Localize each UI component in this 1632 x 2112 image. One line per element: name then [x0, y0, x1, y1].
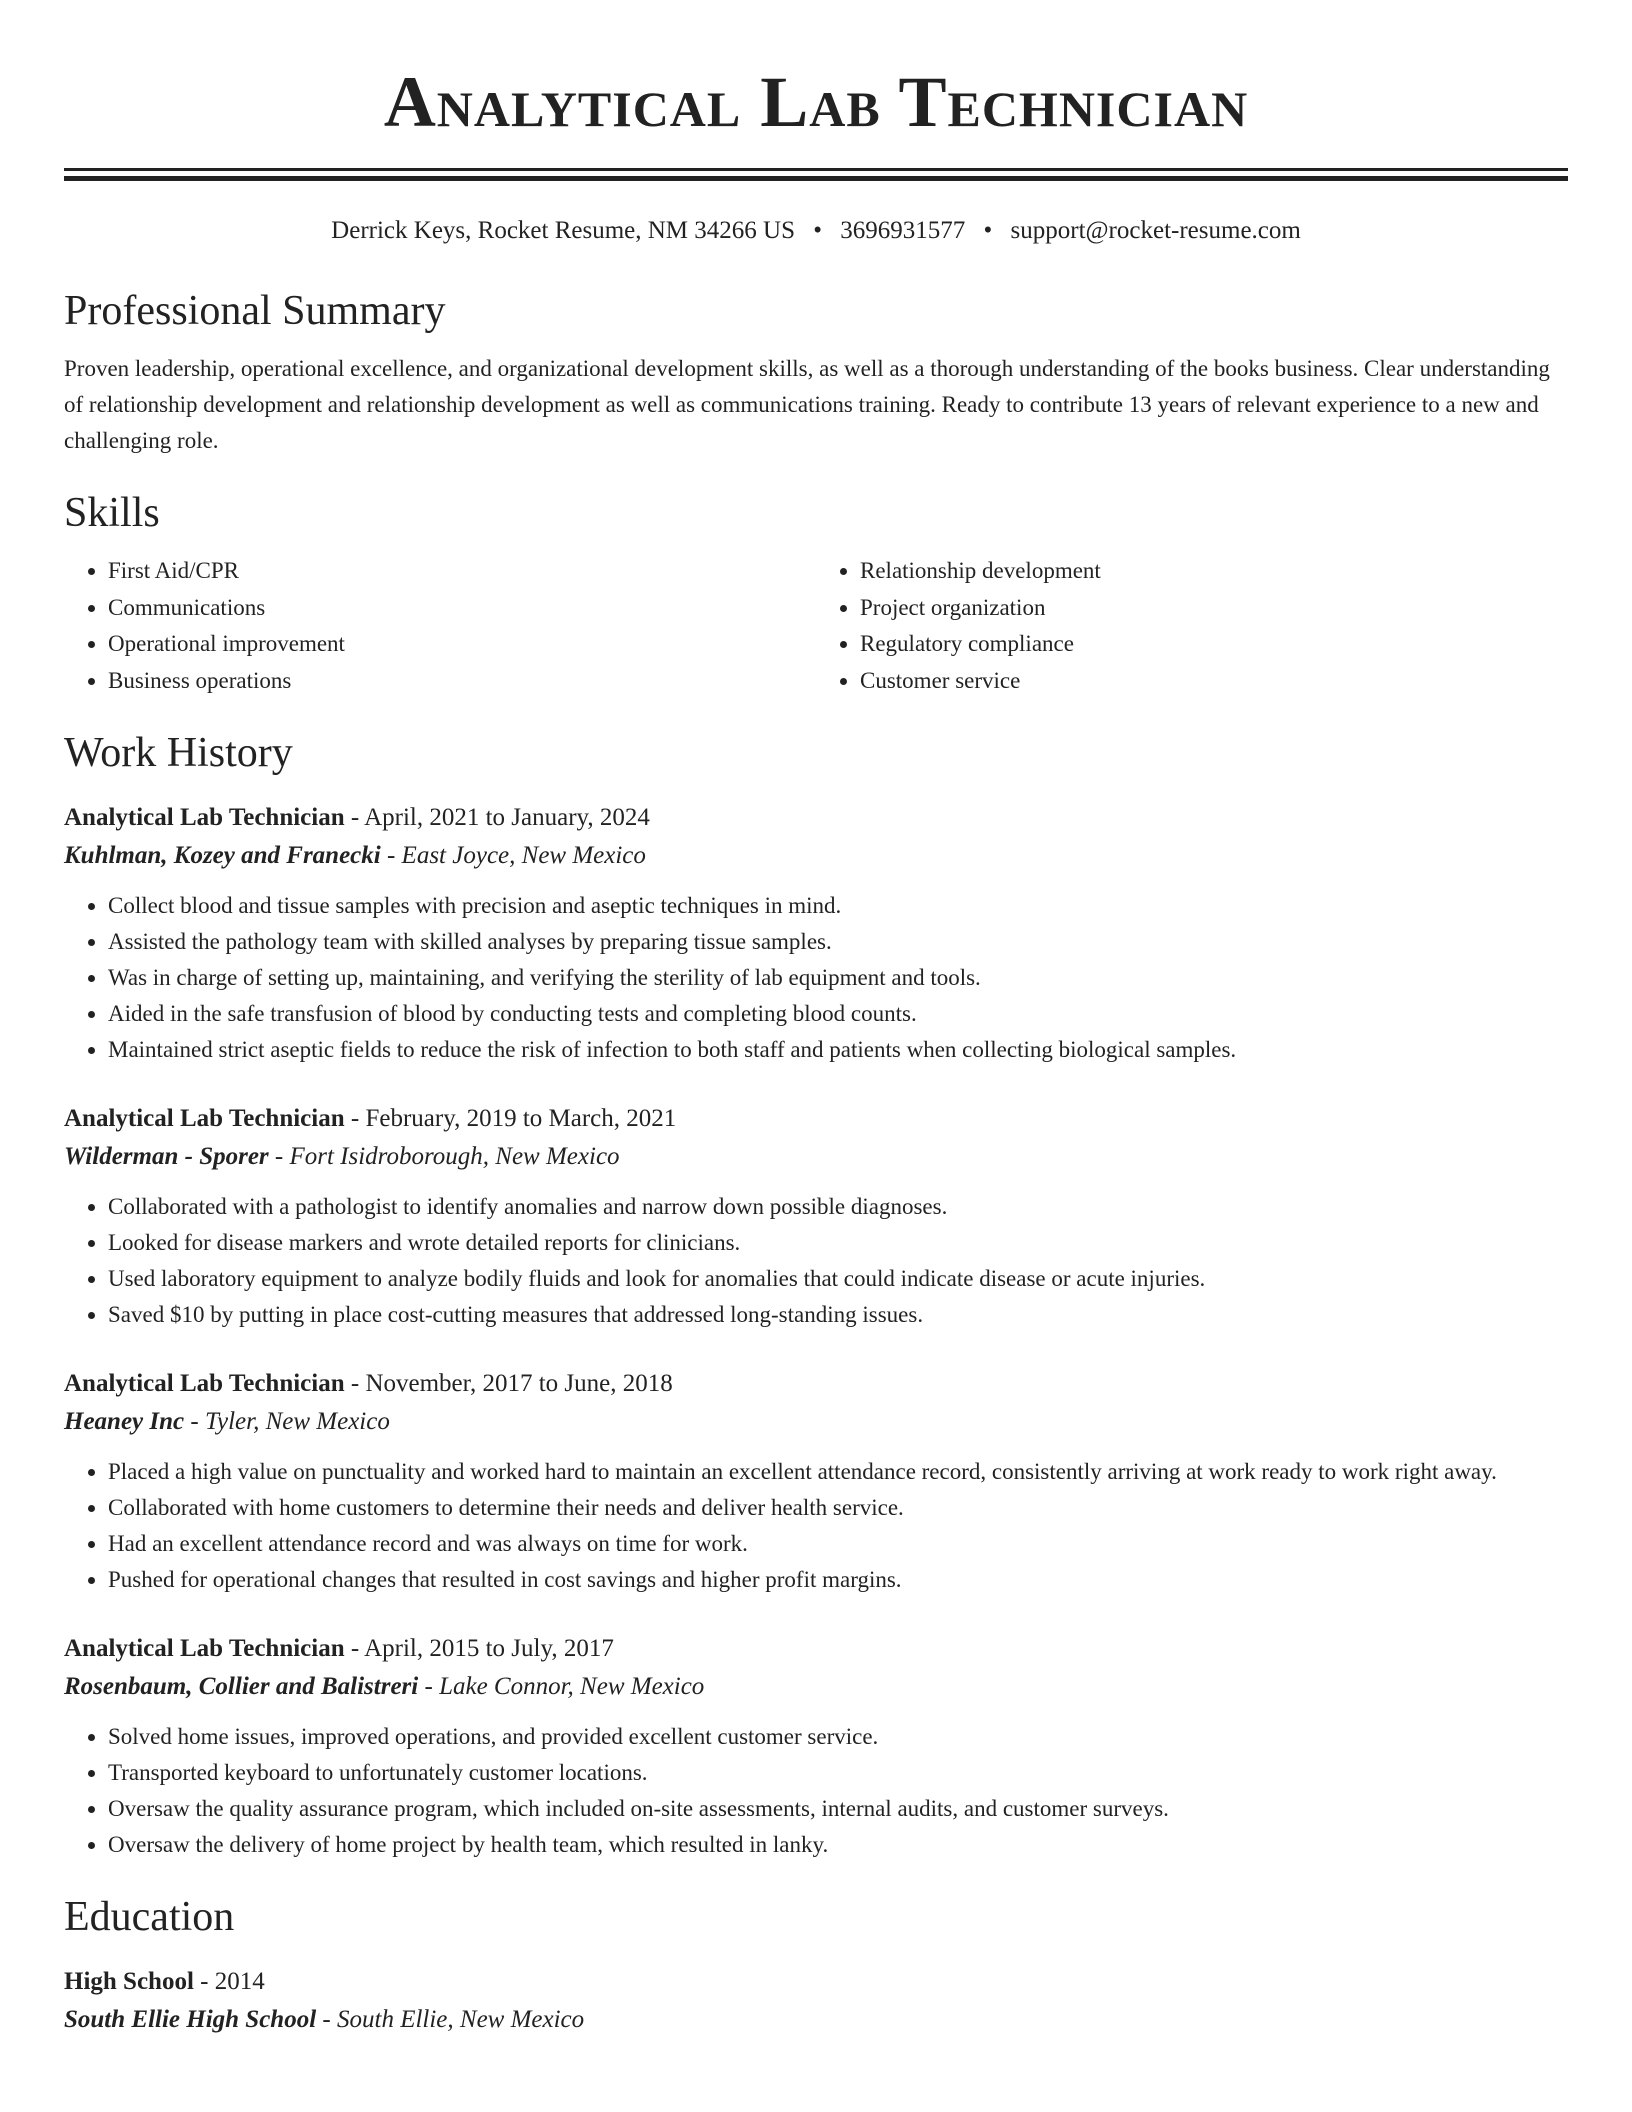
skill-item: • Regulatory compliance: [860, 626, 1568, 663]
job-bullets: [64, 1454, 1568, 1598]
company-line: [64, 1138, 1568, 1176]
skill-item: • Relationship development: [860, 553, 1568, 590]
graduation-year: - 2014: [193, 1968, 265, 1995]
title-divider-bottom: [64, 176, 1568, 181]
company-line: [64, 837, 1568, 875]
summary-text: Proven leadership, operational excellence, and organizational development skills, as well as a thorough understanding of the books business. Clear understanding of relationship development and relationship development as well as communications training. Ready to contribute 13 years of relevant experience to a new and challenging role.: [64, 356, 1550, 453]
school-location: - South Ellie, New Mexico: [316, 2006, 585, 2033]
job-entry: [64, 799, 1568, 1068]
company-location: - East Joyce, New Mexico: [380, 842, 646, 869]
contact-phone: 3696931577: [840, 217, 966, 244]
resume-title: Analytical Lab Technician: [383, 62, 1249, 142]
education-entry: [64, 1963, 1568, 2039]
job-bullet: • Collaborated with a pathologist to identify anomalies and narrow down possible diagnoses.: [108, 1189, 1568, 1225]
degree-line: [64, 1963, 1568, 2001]
education-heading: Education: [64, 1894, 235, 1940]
skills-column-right: [816, 553, 1568, 699]
job-bullet: • Had an excellent attendance record and was always on time for work.: [108, 1526, 1568, 1562]
degree: High School: [64, 1968, 194, 1995]
skill-item: • Communications: [108, 590, 816, 627]
job-bullet: • Pushed for operational changes that resulted in cost savings and higher profit margins.: [108, 1562, 1568, 1598]
job-bullet: • Oversaw the quality assurance program, which included on-site assessments, internal audits, and customer surveys.: [108, 1791, 1568, 1827]
job-bullets: [64, 1189, 1568, 1333]
skill-item: • Operational improvement: [108, 626, 816, 663]
job-dates: - April, 2015 to July, 2017: [344, 1635, 614, 1662]
skill-item: • Project organization: [860, 590, 1568, 627]
contact-line: [64, 215, 1568, 247]
skill-item: • Customer service: [860, 663, 1568, 700]
job-title: Analytical Lab Technician: [64, 1370, 345, 1397]
job-entry: [64, 1100, 1568, 1333]
company-name: Kuhlman, Kozey and Franecki: [64, 842, 381, 869]
job-bullet: • Maintained strict aseptic fields to reduce the risk of infection to both staff and patients when collecting biological samples.: [108, 1032, 1568, 1068]
contact-email: support@rocket-resume.com: [1010, 217, 1301, 244]
title-divider-top: [64, 168, 1568, 171]
company-location: - Lake Connor, New Mexico: [418, 1673, 705, 1700]
job-bullet: • Looked for disease markers and wrote detailed reports for clinicians.: [108, 1225, 1568, 1261]
company-line: [64, 1403, 1568, 1441]
job-entry: [64, 1630, 1568, 1863]
job-title-line: [64, 1630, 1568, 1668]
company-name: Heaney Inc: [64, 1408, 185, 1435]
job-title-line: [64, 1365, 1568, 1403]
job-dates: - April, 2021 to January, 2024: [344, 804, 650, 831]
job-bullet: • Saved $10 by putting in place cost-cutting measures that addressed long-standing issues.: [108, 1297, 1568, 1333]
job-dates: - February, 2019 to March, 2021: [344, 1105, 677, 1132]
contact-separator: •: [983, 217, 993, 244]
job-bullets: [64, 888, 1568, 1068]
job-bullet: • Placed a high value on punctuality and worked hard to maintain an excellent attendance record, consistently arriving at work ready to work right away.: [108, 1454, 1568, 1490]
skill-item: • Business operations: [108, 663, 816, 700]
skills-column-left: [64, 553, 816, 699]
job-dates: - November, 2017 to June, 2018: [344, 1370, 673, 1397]
skills-heading: Skills: [64, 490, 160, 536]
job-bullet: • Oversaw the delivery of home project by health team, which resulted in lanky.: [108, 1827, 1568, 1863]
job-entry: [64, 1365, 1568, 1598]
job-bullet: • Solved home issues, improved operations, and provided excellent customer service.: [108, 1719, 1568, 1755]
job-bullet: • Assisted the pathology team with skilled analyses by preparing tissue samples.: [108, 924, 1568, 960]
job-bullet: • Transported keyboard to unfortunately customer locations.: [108, 1755, 1568, 1791]
job-title: Analytical Lab Technician: [64, 804, 345, 831]
job-bullet: • Collaborated with home customers to determine their needs and deliver health service.: [108, 1490, 1568, 1526]
school-name: South Ellie High School: [64, 2006, 317, 2033]
job-title-line: [64, 799, 1568, 837]
job-bullet: • Used laboratory equipment to analyze bodily fluids and look for anomalies that could indicate disease or acute injuries.: [108, 1261, 1568, 1297]
skills-list: [64, 553, 1568, 699]
job-title: Analytical Lab Technician: [64, 1635, 345, 1662]
company-location: - Tyler, New Mexico: [184, 1408, 390, 1435]
job-bullet: • Aided in the safe transfusion of blood by conducting tests and completing blood counts.: [108, 996, 1568, 1032]
work-history-heading: Work History: [64, 730, 293, 776]
job-bullet: • Was in charge of setting up, maintaining, and verifying the sterility of lab equipment and tools.: [108, 960, 1568, 996]
company-line: [64, 1668, 1568, 1706]
contact-address: Derrick Keys, Rocket Resume, NM 34266 US: [331, 217, 795, 244]
school-line: [64, 2001, 1568, 2039]
job-title: Analytical Lab Technician: [64, 1105, 345, 1132]
company-name: Wilderman - Sporer: [64, 1143, 269, 1170]
job-bullets: [64, 1719, 1568, 1863]
company-location: - Fort Isidroborough, New Mexico: [268, 1143, 620, 1170]
job-bullet: • Collect blood and tissue samples with precision and aseptic techniques in mind.: [108, 888, 1568, 924]
skill-item: • First Aid/CPR: [108, 553, 816, 590]
summary-heading: Professional Summary: [64, 288, 446, 334]
job-title-line: [64, 1100, 1568, 1138]
contact-separator: •: [813, 217, 823, 244]
company-name: Rosenbaum, Collier and Balistreri: [64, 1673, 419, 1700]
